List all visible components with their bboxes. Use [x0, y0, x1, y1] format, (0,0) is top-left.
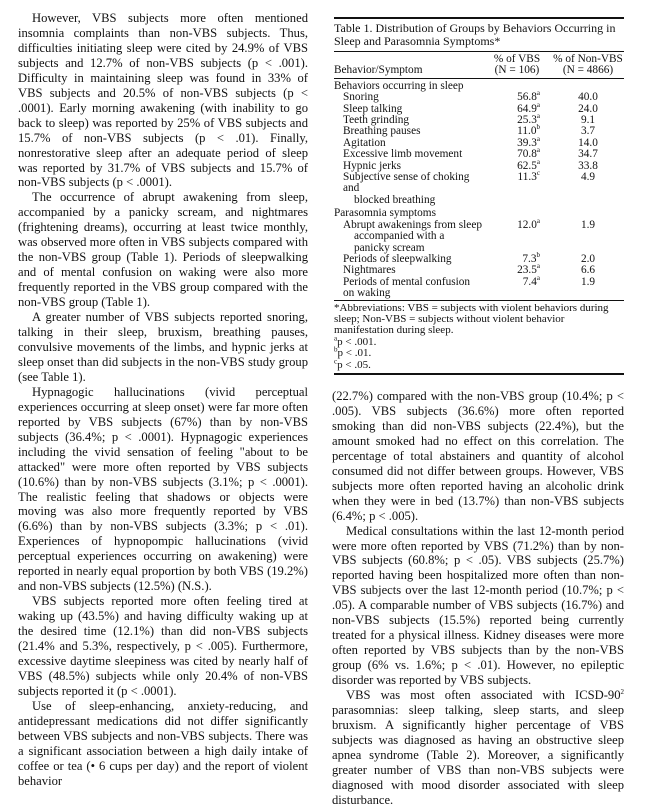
row-nonvbs-value: 1.9	[580, 218, 596, 231]
paragraph-medications: Use of sleep-enhancing, anxiety-reducing, and antidepressant medications did not differ significantly between VBS subjects and non-VBS subjects. There was a significant association between a high daily intake of coffee or tea (• 6 cups per day) and the report of violent behavior	[18, 698, 308, 788]
row-label: Sleep talking	[343, 102, 403, 115]
table-section-title: Behaviors occurring in sleep	[334, 79, 464, 92]
row-nonvbs-value: 14.0	[578, 136, 598, 149]
paragraph-tiredness: VBS subjects reported more often feeling tired at waking up (43.5%) and having difficulty waking up at the desired time (12.1%) than did non-VBS subjects (21.4% and 5.3%, respectively, p < .005). Furthermore, excessive daytime sleepiness was cited by nearly half of VBS (48.5%) subjects while only 20.4% of non-VBS subjects reported it (p < .0001).	[18, 594, 308, 698]
row-label: Periods of mental confusion on waking	[343, 275, 471, 300]
row-label: Nightmares	[343, 264, 396, 277]
footnote-c	[334, 356, 624, 371]
paragraph-icsd-text-start: VBS was most often associated with ICSD-90	[346, 688, 621, 703]
row-vbs-value: 62.5	[517, 159, 537, 172]
row-label: Snoring	[343, 91, 379, 104]
row-label: Excessive limb movement	[343, 148, 463, 161]
column-header-vbs-line1: % of VBS	[493, 53, 541, 65]
footnote-b-text: p < .01.	[337, 347, 372, 360]
significance-mark: a	[536, 157, 540, 166]
left-text-column	[18, 11, 308, 789]
significance-mark: a	[536, 273, 540, 282]
significance-mark: a	[536, 89, 540, 98]
row-label: Agitation	[343, 136, 386, 149]
significance-mark: c	[536, 169, 540, 178]
column-header-nonvbs-line1: % of Non-VBS	[553, 53, 623, 65]
column-header-nonvbs	[552, 52, 624, 78]
paragraph-abrupt-awakening: The occurrence of abrupt awakening from sleep, accompanied by a panicky scream, and nightmares (frightening dreams), occurring at least twice monthly, was observed more often in VBS subjects compared with the non-VBS group (Table 1). Periods of sleepwalking and of mental confusion on waking were also more frequently reported in the VBS group compared with the non-VBS group (Table 1).	[18, 190, 308, 310]
row-vbs-value: 39.3	[517, 136, 537, 149]
footnote-b	[334, 345, 624, 360]
row-label-continued: accompanied with a panicky scream	[354, 230, 445, 254]
row-nonvbs-value: 9.1	[580, 114, 596, 127]
row-nonvbs-value: 4.9	[580, 171, 596, 184]
significance-mark: b	[536, 251, 540, 260]
row-vbs-value: 56.8	[517, 91, 537, 104]
table-caption: Table 1. Distribution of Groups by Behaviors Occurring in Sleep and Parasomnia Symptoms*	[334, 21, 616, 48]
row-label: Breathing pauses	[343, 125, 421, 138]
footnote-a-mark: a	[334, 334, 338, 343]
table-footnotes	[334, 300, 624, 373]
table-section-row	[334, 206, 624, 219]
table-section-row	[334, 78, 624, 92]
table-row	[334, 277, 624, 300]
column-header-vbs-line2: (N = 106)	[494, 64, 540, 77]
right-column-stack	[332, 17, 624, 808]
row-vbs-value: 25.3	[517, 114, 537, 127]
footnote-abbreviations: *Abbreviations: VBS = subjects with violent behaviors during sleep; Non-VBS = subjects without violent behavior manifestation during sleep.	[334, 301, 609, 337]
row-vbs-value: 12.0	[517, 218, 537, 231]
row-label: Periods of sleepwalking	[343, 252, 452, 265]
row-nonvbs-value: 2.0	[580, 252, 596, 265]
row-vbs-value-cell	[482, 273, 552, 300]
column-header-nonvbs-line2: (N = 4866)	[562, 64, 614, 77]
row-vbs-value-cell	[482, 169, 552, 206]
significance-mark: a	[536, 146, 540, 155]
paragraph-icsd-diagnoses	[332, 688, 624, 808]
row-nonvbs-value: 34.7	[578, 148, 598, 161]
row-vbs-value: 70.8	[517, 148, 537, 161]
row-vbs-value: 11.3	[517, 171, 537, 184]
footnote-c-mark: c	[334, 356, 338, 365]
significance-mark: a	[536, 216, 540, 225]
row-label-cell	[334, 172, 482, 206]
row-nonvbs-value: 33.8	[578, 159, 598, 172]
footnote-c-text: p < .05.	[337, 358, 371, 371]
row-label-cell	[334, 220, 482, 254]
row-nonvbs-value: 24.0	[578, 102, 598, 115]
footnote-a	[334, 334, 624, 348]
table-section-title: Parasomnia symptoms	[334, 207, 436, 220]
row-vbs-value: 11.0	[517, 125, 537, 138]
paragraph-hallucinations: Hypnagogic hallucinations (vivid perceptual experiences occurring at sleep onset) were far more often reported by VBS subjects (67%) than by non-VBS subjects (36.4%; p < .0001). Hypnagogic experiences including the vivid sensation of feeling "about to be attacked" were more often reported by VBS subjects (10.6%) than by non-VBS subjects (3.1%; p < .0001). The realistic feeling that shadows or objects were moving was also more frequently reported by VBS (6.6%) than by non-VBS subjects (3.3%; p < .01). Experiences of hypnopompic hallucinations (vivid perceptual experiences occurring on awakening) were reported in nearly equal proportion by both VBS (19.2%) and non-VBS subjects (12.5%) (N.S.).	[18, 384, 308, 594]
paragraph-icsd-text-end: parasomnias: sleep talking, sleep starts, and sleep bruxism. A significantly higher percentage of VBS subjects was diagnosed as having an obstructive sleep apnea syndrome (Table 2). Moreover, a significantly greater number of VBS than non-VBS subjects were diagnosed with mood disorder associated with sleep disturbance.	[332, 702, 624, 807]
row-nonvbs-value: 3.7	[580, 125, 596, 138]
row-nonvbs-value: 6.6	[580, 264, 596, 277]
table-bottom-rule	[334, 373, 624, 375]
column-header-vbs	[482, 52, 552, 78]
significance-mark: a	[536, 262, 540, 271]
significance-mark: a	[536, 112, 540, 121]
citation-ref: 2	[620, 687, 624, 696]
row-label: Subjective sense of choking and	[343, 171, 470, 195]
row-label-cell	[334, 277, 482, 300]
table-body	[334, 52, 624, 300]
significance-mark: b	[536, 123, 540, 132]
footnote-b-mark: b	[334, 345, 338, 354]
row-vbs-value-cell	[482, 216, 552, 254]
table-row	[334, 220, 624, 254]
row-label: Abrupt awakenings from sleep	[343, 218, 482, 231]
table-1	[334, 17, 624, 375]
row-nonvbs-value: 40.0	[578, 91, 598, 104]
table-rows	[334, 78, 624, 299]
row-label-continued: blocked breathing	[354, 193, 436, 206]
row-vbs-value-cell	[482, 262, 552, 277]
row-vbs-value: 7.4	[522, 275, 537, 288]
column-header-behavior: Behavior/Symptom	[334, 64, 423, 77]
significance-mark: a	[536, 100, 540, 109]
row-vbs-value: 23.5	[517, 264, 537, 277]
significance-mark: a	[536, 135, 540, 144]
row-vbs-value: 64.9	[517, 102, 537, 115]
paragraph-smoking: (22.7%) compared with the non-VBS group (10.4%; p < .005). VBS subjects (36.6%) more often reported smoking than did non-VBS subjects (22.4%), but the amount smoked had no effect on this correlation. The percentage of total abstainers and quantity of alcohol consumed did not differ between groups. However, VBS subjects more often reported having an alcoholic drink when they were in bed (13.7%) than non-VBS subjects (6.4%; p < .005).	[332, 388, 624, 523]
paragraph-insomnia: However, VBS subjects more often mentioned insomnia complaints than non-VBS subjects. Thus, difficulties initiating sleep were cited by 24.9% of VBS subjects and 12.7% of non-VBS subjects (p < .001). Difficulty in maintaining sleep was found in 33% of VBS subjects and 20.5% of non-VBS subjects (p < .0001). Early morning awakening (with inability to go back to sleep) was reported by 25% of VBS subjects and 15.7% of non-VBS subjects (p < .01). Finally, nonrestorative sleep after an adequate period of sleep was reported by 31.7% of VBS subjects and 15.7% of non-VBS subjects (p < .0001).	[18, 11, 308, 190]
right-text-column	[332, 389, 624, 808]
row-vbs-value: 7.3	[522, 252, 537, 265]
footnote-a-text: p < .001.	[337, 335, 377, 348]
paragraph-snoring: A greater number of VBS subjects reported snoring, talking in their sleep, bruxism, breathing pauses, convulsive movements of the limbs, and hypnic jerks at sleep onset than did subjects in the non-VBS study group (see Table 1).	[18, 310, 308, 384]
paragraph-medical-consultations: Medical consultations within the last 12-month period were more often reported by VBS (71.2%) than by non-VBS subjects (60.8%; p < .05). VBS subjects (25.7%) reported having been hospitalized more often than non-VBS subjects over the last 12-month period (10.7%; p < .05). A comparable number of VBS subjects (16.7%) and non-VBS subjects (15.5%) reported being currently treated for a physical illness. Kidney diseases were more often reported by VBS subjects than by the non-VBS group (6% vs. 1.6%; p < .01). However, no epileptic disorder was reported by VBS subjects.	[332, 523, 624, 688]
table-row	[334, 172, 624, 206]
table-header-row	[334, 52, 624, 78]
row-nonvbs-value: 1.9	[580, 275, 596, 288]
row-label: Teeth grinding	[343, 114, 410, 127]
row-label: Hypnic jerks	[343, 159, 402, 172]
